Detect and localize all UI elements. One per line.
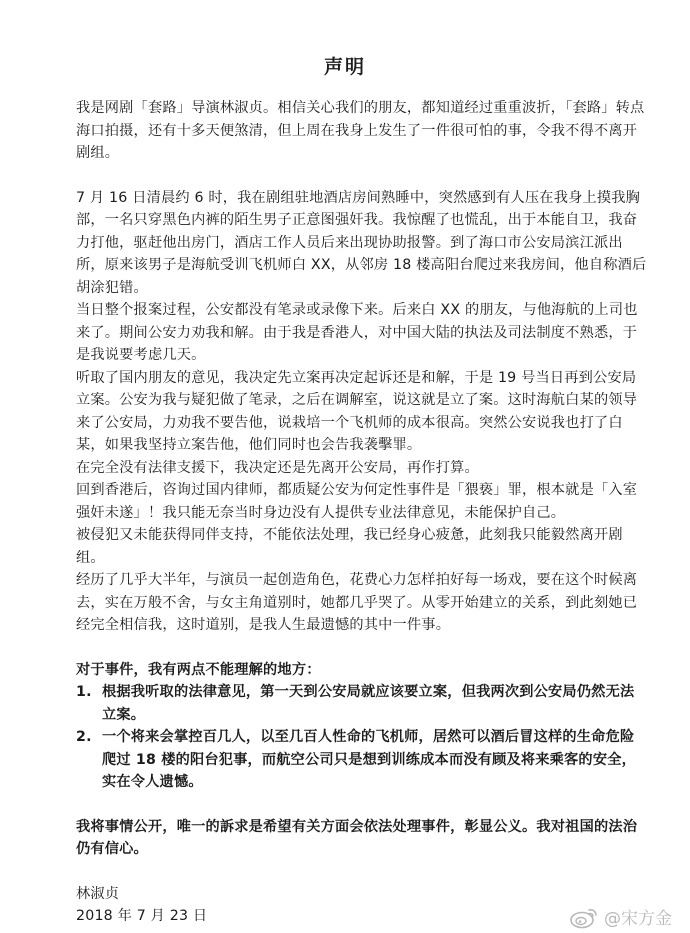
issues-heading: 对于事件，我有两点不能理解的地方：: [76, 661, 321, 678]
spacer: [76, 637, 648, 659]
issue-number: 2.: [76, 729, 92, 745]
farewell-paragraph: 经历了几乎大半年，与演员一起创造角色，花费心力怎样拍好每一场戏，要在这个时候离去，实在万般不舍，与女主角道别时，她都几乎哭了。从零开始建立的关系，到此刻她已经完全相信我，这时道别，是我人生最遗憾的其中一件事。: [76, 572, 638, 633]
signature-block: [76, 883, 648, 928]
lawyer-consultation-paragraph: 回到香港后，咨询过国内律师，都质疑公安为何定性事件是「猥亵」罪，根本就是「入室强奸未遂」！我只能无奈当时身边没有人提供专业法律意见，未能保护自己。: [76, 482, 638, 521]
issue-item: [76, 681, 648, 726]
leave-crew-paragraph: 被侵犯又未能获得同伴支持，不能依法处理，我已经身心疲惫，此刻我只能毅然离开剧组。: [76, 527, 623, 566]
spacer: [76, 861, 648, 883]
issues-list: [76, 681, 648, 794]
weibo-icon: [569, 905, 599, 929]
watermark-text: @宋方金: [604, 909, 672, 929]
closing-paragraph: 我将事情公开，唯一的訴求是希望有关方面会依法处理事件，彰显公义。我对祖国的法治仍有信心。: [76, 818, 638, 857]
intro-paragraph: 我是网剧「套路」导演林淑贞。相信关心我们的朋友，都知道经过重重波折，「套路」转点海口拍摄，还有十多天便煞清，但上周在我身上发生了一件很可怕的事，令我不得不离开剧组。: [76, 100, 645, 161]
leave-station-paragraph: 在完全没有法律支援下，我决定还是先离开公安局，再作打算。: [76, 459, 479, 476]
report-paragraph: 当日整个报案过程，公安都没有笔录或录像下来。后来白 XX 的朋友，与他海航的上司也来了。期间公安力劝我和解。由于我是香港人，对中国大陆的执法及司法制度不熟悉，于是我说要考虑几天。: [76, 302, 638, 363]
document-title: 声明: [323, 56, 366, 78]
case-filing-paragraph: 听取了国内朋友的意见，我决定先立案再决定起诉还是和解，于是 19 号当日再到公安局立案。公安为我与疑犯做了笔录，之后在调解室，说这就是立了案。这时海航白某的领导来了公安局，力劝我不要告他，说栽培一个飞机师的成本很高。突然公安说我也打了白某，如果我坚持立案告他，他们同时也会告我袭擊罪。: [76, 369, 638, 453]
statement-body: [76, 97, 648, 928]
signature-name: 林淑贞: [76, 885, 120, 902]
spacer: [76, 794, 648, 816]
issue-text: 根据我听取的法律意见，第一天到公安局就应该要立案，但我两次到公安局仍然无法立案。: [102, 684, 635, 723]
weibo-watermark: [569, 904, 672, 929]
issue-number: 1.: [76, 684, 92, 700]
incident-paragraph: 7 月 16 日清晨约 6 时，我在剧组驻地酒店房间熟睡中，突然感到有人压在我身上摸我胸部，一名只穿黑色内裤的陌生男子正意图强奸我。我惊醒了也慌乱，出于本能自卫，我奋力打他，驱赶他出房门，酒店工作人员后来出现协助报警。到了海口市公安局滨江派出所，原来该男子是海航受训飞机师白 XX，从邻房 18 楼高阳台爬过来我房间，他自称酒后胡涂犯错。: [76, 189, 647, 296]
spacer: [76, 165, 648, 187]
issue-text: 一个将来会掌控百几人，以至几百人性命的飞机师，居然可以酒后冒这样的生命危险爬过 18 楼的阳台犯事，而航空公司只是想到训练成本而没有顾及将来乘客的安全，实在令人遗憾。: [102, 729, 636, 790]
issue-item: [76, 726, 648, 794]
signature-date: 2018 年 7 月 23 日: [76, 908, 208, 924]
